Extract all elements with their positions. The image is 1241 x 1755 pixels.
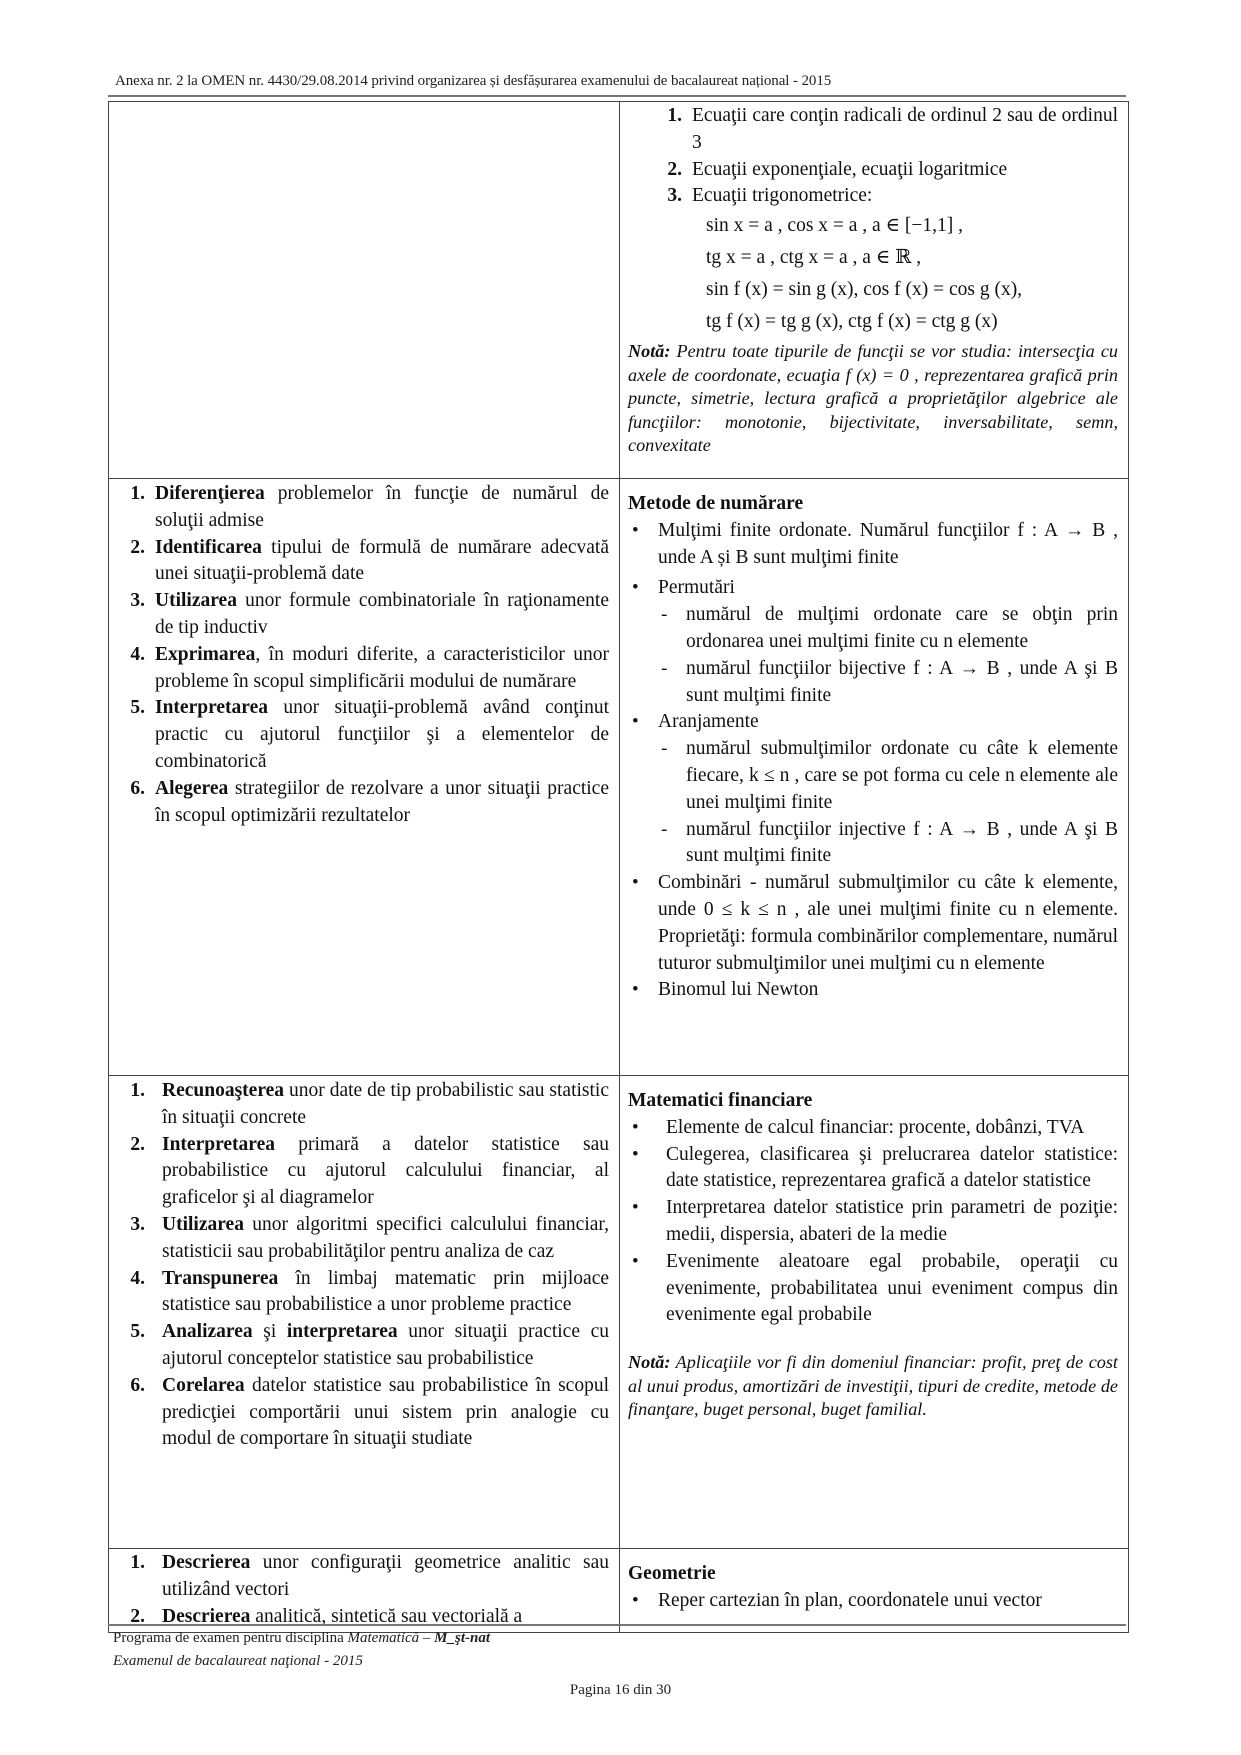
table-row [109, 1549, 1129, 1633]
list-item: 5. Analizarea şi interpretarea unor situaţii practice cu ajutorul conceptelor statistice sau probabilistice [130, 1321, 609, 1369]
list-item: 6. Corelarea datelor statistice sau probabilistice în scopul predicţiei comportării unui sistem prin analogie cu modul de comportare în situaţii studiate [130, 1374, 609, 1450]
list-item: 2. Ecuaţii exponenţiale, ecuaţii logaritmice [667, 158, 1008, 180]
dash-item: - numărul de mulţimi ordonate care se obţin prin ordonarea unei mulţimi finite cu n elemente [658, 602, 1118, 656]
competencies-cell [109, 479, 620, 1076]
list-item: 1. Diferenţierea problemelor în funcţie de numărul de soluţii admise [130, 483, 609, 531]
bullet-item: • Interpretarea datelor statistice prin parametri de poziţie: medii, dispersia, abateri de la medie [628, 1195, 1118, 1249]
content-cell [620, 102, 1129, 479]
bullet-item: • Permutări - numărul de mulţimi ordonate care se obţin prin ordonarea unei mulţimi finite cu n elemente - numărul funcţiilor bijective f : A → B , unde A şi B sunt mulţimi finite [628, 575, 1118, 709]
competencies-cell [109, 1549, 620, 1633]
list-item: 3. Utilizarea unor formule combinatoriale în raţionamente de tip inductiv [130, 590, 609, 638]
note-functions: Notă: Pentru toate tipurile de funcţii se vor studia: intersecţia cu axele de coordonate, ecuaţia f (x) = 0 , reprezentarea grafică prin puncte, simetrie, lectura grafică a proprietăţilor algebrice ale funcţiilor: monotonie, bijectivitate, inversabilitate, semn, convexitate [628, 341, 1118, 456]
list-item: 3. Utilizarea unor algoritmi specifici calculului financiar, statisticii sau probabilităţilor pentru analiza de caz [130, 1213, 609, 1262]
bullet-item: • Combinări - numărul submulţimilor cu câte k elemente, unde 0 ≤ k ≤ n , ale unei mulţimi finite cu n elemente. Proprietăţi: formula combinărilor complementare, numărul tuturor submulţimilor unei mulţimi cu n elemente [628, 870, 1118, 977]
trig-formula: tg f (x) = tg g (x), ctg f (x) = ctg g (x) [706, 311, 998, 333]
footer-program: Programa de examen pentru disciplina Matematică – M_şt-nat [113, 1630, 491, 1646]
competencies-cell [109, 1076, 620, 1549]
bullet-item: • Culegerea, clasificarea şi prelucrarea datelor statistice: date statistice, reprezentarea grafică a datelor statistice [628, 1142, 1118, 1196]
competencies-cell [109, 102, 620, 479]
note-financial: Notă: Aplicaţiile vor fi din domeniul financiar: profit, preţ de cost al unui produs, amortizări de investiţii, tipuri de credite, metode de finanţare, buget personal, buget familial. [628, 1352, 1118, 1420]
page-header: Anexa nr. 2 la OMEN nr. 4430/29.08.2014 privind organizarea și desfășurarea examenului de bacalaureat național - 2015 [115, 73, 832, 89]
list-item: 2. Interpretarea primară a datelor statistice sau probabilistice cu ajutorul calculului financiar, al graficelor şi al diagramelor [130, 1133, 609, 1209]
list-item: 1. Descrierea unor configuraţii geometrice analitic sau utilizând vectori [130, 1552, 609, 1600]
list-item: 3. Ecuaţii trigonometrice: [667, 185, 873, 207]
content-cell [620, 1076, 1129, 1549]
page-number: Pagina 16 din 30 [569, 1682, 672, 1698]
curriculum-table [108, 101, 1129, 1633]
bullet-item: • Elemente de calcul financiar: procente, dobânzi, TVA [628, 1115, 1118, 1142]
bullet-item: • Aranjamente - numărul submulţimilor ordonate cu câte k elemente fiecare, k ≤ n , care se pot forma cu cele n elemente ale unei mulţimi finite - numărul funcţiilor injective f : A → B , unde A şi B sunt mulţimi finite [628, 709, 1118, 870]
table-row [109, 479, 1129, 1076]
list-item: 5. Interpretarea unor situaţii-problemă având conţinut practic cu ajutorul funcţiilor şi a elementelor de combinatorică [130, 697, 609, 772]
footer-divider [108, 1624, 1126, 1626]
trig-formula: sin x = a , cos x = a , a ∈ [−1,1] , [706, 215, 964, 237]
list-item: 1. Ecuaţii care conţin radicali de ordinul 2 sau de ordinul 3 [667, 105, 1118, 153]
table-row [109, 1076, 1129, 1549]
list-item: 4. Transpunerea în limbaj matematic prin mijloace statistice sau probabilistice a unor probleme practice [130, 1267, 609, 1316]
content-cell [620, 479, 1129, 1076]
section-title: Metode de numărare [628, 493, 804, 514]
trig-formula: sin f (x) = sin g (x), cos f (x) = cos g (x), [706, 279, 1023, 301]
list-item: 1. Recunoaşterea unor date de tip probabilistic sau statistic în situaţii concrete [130, 1080, 609, 1128]
content-cell [620, 1549, 1129, 1633]
list-item: 6. Alegerea strategiilor de rezolvare a unor situaţii practice în scopul optimizării rezultatelor [130, 777, 609, 826]
dash-item: - numărul funcţiilor bijective f : A → B , unde A şi B sunt mulţimi finite [658, 656, 1118, 710]
dash-item: - numărul submulţimilor ordonate cu câte k elemente fiecare, k ≤ n , care se pot forma cu cele n elemente ale unei mulţimi finite [658, 736, 1118, 816]
bullet-item: • Reper cartezian în plan, coordonatele unui vector [628, 1588, 1118, 1615]
footer-exam: Examenul de bacalaureat naţional - 2015 [113, 1653, 363, 1669]
list-item: 2. Descrierea analitică, sintetică sau vectorială a [130, 1605, 523, 1627]
section-title: Matematici financiare [628, 1090, 813, 1111]
trig-formula: tg x = a , ctg x = a , a ∈ ℝ , [706, 247, 922, 269]
list-item: 4. Exprimarea, în moduri diferite, a caracteristicilor unor probleme în scopul simplificării modului de numărare [130, 643, 609, 692]
table-row [109, 102, 1129, 479]
dash-item: - numărul funcţiilor injective f : A → B , unde A şi B sunt mulţimi finite [658, 817, 1118, 871]
bullet-item: • Binomul lui Newton [628, 977, 1118, 1004]
header-divider [108, 95, 1126, 97]
list-item: 2. Identificarea tipului de formulă de numărare adecvată unei situaţii-problemă date [130, 536, 609, 585]
bullet-item: • Mulţimi finite ordonate. Numărul funcţiilor f : A → B , unde A și B sunt mulţimi finite [628, 518, 1118, 572]
bullet-item: • Evenimente aleatoare egal probabile, operaţii cu evenimente, probabilitatea unui eveniment compus din evenimente egal probabile [628, 1249, 1118, 1329]
section-title: Geometrie [628, 1563, 716, 1584]
